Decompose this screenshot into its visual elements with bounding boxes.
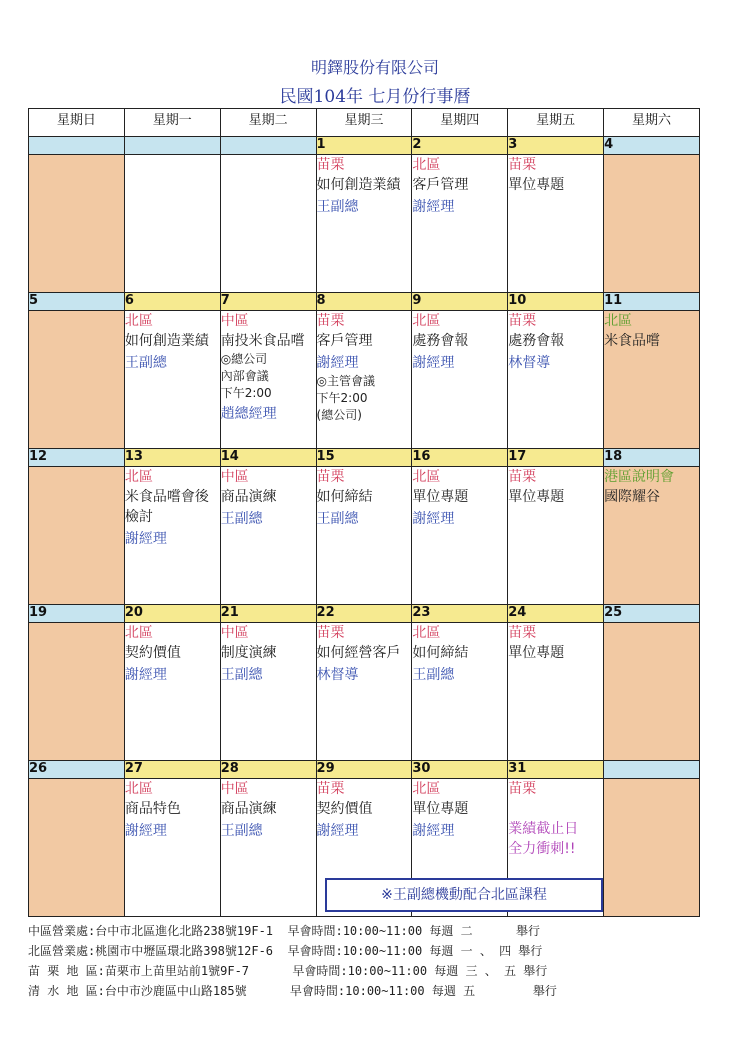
day-cell bbox=[124, 155, 220, 293]
day-cell bbox=[124, 623, 220, 761]
event-region: 苗栗 bbox=[508, 157, 537, 173]
date-number: 7 bbox=[220, 293, 316, 311]
week-5-date-row bbox=[29, 761, 700, 779]
event-person: 王副總 bbox=[220, 823, 263, 839]
event-region: 苗栗 bbox=[508, 469, 537, 485]
date-number: 11 bbox=[604, 293, 700, 311]
weekday-monday: 星期一 bbox=[124, 109, 220, 137]
week-2-date-row bbox=[29, 293, 700, 311]
day-cell bbox=[220, 155, 316, 293]
event-topic: 如何經營客戶 bbox=[316, 645, 401, 661]
event-region: 苗栗 bbox=[316, 157, 345, 173]
date-number: 30 bbox=[412, 761, 508, 779]
date-number: 9 bbox=[412, 293, 508, 311]
event-person: 謝經理 bbox=[412, 511, 455, 527]
event-note: ◎總公司 內部會議 下午2:00 bbox=[220, 352, 272, 400]
event-person: 謝經理 bbox=[412, 199, 455, 215]
event-topic: 單位專題 bbox=[412, 489, 469, 505]
event-region: 苗栗 bbox=[316, 313, 345, 329]
weekday-saturday: 星期六 bbox=[604, 109, 700, 137]
event-region: 苗栗 bbox=[316, 781, 345, 797]
week-2-events-row bbox=[29, 311, 700, 449]
footer-office-miaoli: 苗 栗 地 區:苗栗市上苗里站前1號9F-7 早會時間:10:00~11:00 每週 三 、 五 舉行 bbox=[28, 964, 548, 978]
event-topic: 米食品嚐會後檢討 bbox=[124, 489, 209, 525]
day-cell bbox=[220, 467, 316, 605]
date-number: 27 bbox=[124, 761, 220, 779]
day-cell bbox=[604, 779, 700, 917]
event-region: 中區 bbox=[220, 469, 249, 485]
event-topic: 契約價值 bbox=[124, 645, 181, 661]
day-cell bbox=[220, 311, 316, 449]
event-topic: 如何締結 bbox=[412, 645, 469, 661]
date-number: 17 bbox=[508, 449, 604, 467]
day-cell bbox=[29, 467, 125, 605]
event-region: 北區 bbox=[412, 781, 441, 797]
event-region: 苗栗 bbox=[316, 625, 345, 641]
event-person: 謝經理 bbox=[412, 823, 455, 839]
event-person: 謝經理 bbox=[412, 355, 455, 371]
event-topic: 制度演練 bbox=[220, 645, 277, 661]
event-person: 王副總 bbox=[220, 667, 263, 683]
company-name: 明鐸股份有限公司 bbox=[310, 58, 439, 77]
day-cell bbox=[604, 311, 700, 449]
day-cell bbox=[508, 311, 604, 449]
date-number bbox=[220, 137, 316, 155]
event-topic: 客戶管理 bbox=[412, 177, 469, 193]
day-cell bbox=[412, 623, 508, 761]
date-number: 22 bbox=[316, 605, 412, 623]
day-cell bbox=[316, 467, 412, 605]
event-topic: 處務會報 bbox=[412, 333, 469, 349]
event-region: 北區 bbox=[412, 469, 441, 485]
date-number: 8 bbox=[316, 293, 412, 311]
date-number: 28 bbox=[220, 761, 316, 779]
event-topic: 國際耀谷 bbox=[604, 489, 661, 505]
day-cell bbox=[508, 155, 604, 293]
event-topic: 南投米食品嚐 bbox=[220, 333, 305, 349]
weekday-header-row bbox=[29, 109, 700, 137]
event-region: 苗栗 bbox=[508, 781, 537, 797]
event-region: 苗栗 bbox=[508, 313, 537, 329]
event-topic: 單位專題 bbox=[508, 177, 565, 193]
footer-office-qingshui: 清 水 地 區:台中市沙鹿區中山路185號 早會時間:10:00~11:00 每週 五 舉行 bbox=[28, 984, 557, 998]
event-topic: 契約價值 bbox=[316, 801, 373, 817]
week-4-events-row bbox=[29, 623, 700, 761]
event-topic: 商品特色 bbox=[124, 801, 181, 817]
event-person: 王副總 bbox=[316, 199, 359, 215]
footer-office-central: 中區營業處:台中市北區進化北路238號19F-1 早會時間:10:00~11:00 每週 二 舉行 bbox=[28, 924, 540, 938]
event-person: 謝經理 bbox=[316, 823, 359, 839]
day-cell bbox=[220, 623, 316, 761]
day-cell bbox=[604, 623, 700, 761]
event-topic: 處務會報 bbox=[508, 333, 565, 349]
date-number: 23 bbox=[412, 605, 508, 623]
event-region: 港區說明會 bbox=[604, 469, 675, 485]
event-region: 北區 bbox=[604, 313, 633, 329]
event-topic: 商品演練 bbox=[220, 801, 277, 817]
event-region: 北區 bbox=[412, 625, 441, 641]
date-number: 25 bbox=[604, 605, 700, 623]
week-3-events-row bbox=[29, 467, 700, 605]
event-topic: 單位專題 bbox=[508, 489, 565, 505]
date-number: 5 bbox=[29, 293, 125, 311]
event-region: 中區 bbox=[220, 313, 249, 329]
event-person: 王副總 bbox=[316, 511, 359, 527]
weekday-wednesday: 星期三 bbox=[316, 109, 412, 137]
date-number: 6 bbox=[124, 293, 220, 311]
event-region: 北區 bbox=[412, 313, 441, 329]
event-person: 王副總 bbox=[220, 511, 263, 527]
day-cell bbox=[29, 311, 125, 449]
note-box: ※王副總機動配合北區課程 bbox=[325, 878, 603, 912]
day-cell bbox=[412, 467, 508, 605]
event-topic: 如何創造業績 bbox=[316, 177, 401, 193]
weekday-sunday: 星期日 bbox=[29, 109, 125, 137]
day-cell bbox=[412, 311, 508, 449]
event-topic: 單位專題 bbox=[412, 801, 469, 817]
week-3-date-row bbox=[29, 449, 700, 467]
day-cell bbox=[604, 155, 700, 293]
day-cell bbox=[604, 467, 700, 605]
date-number: 4 bbox=[604, 137, 700, 155]
date-number: 2 bbox=[412, 137, 508, 155]
event-person: 林督導 bbox=[316, 667, 359, 683]
date-number: 14 bbox=[220, 449, 316, 467]
day-cell bbox=[29, 623, 125, 761]
calendar-title: 民國104年 七月份行事曆 bbox=[279, 87, 471, 107]
footer-office-list bbox=[28, 921, 728, 1001]
calendar-grid bbox=[28, 108, 700, 917]
day-cell bbox=[124, 311, 220, 449]
date-number: 16 bbox=[412, 449, 508, 467]
weekday-friday: 星期五 bbox=[508, 109, 604, 137]
week-1-date-row bbox=[29, 137, 700, 155]
event-person: 謝經理 bbox=[316, 355, 359, 371]
event-person: 謝經理 bbox=[124, 823, 167, 839]
day-cell bbox=[124, 467, 220, 605]
date-number: 1 bbox=[316, 137, 412, 155]
date-number: 13 bbox=[124, 449, 220, 467]
day-cell bbox=[124, 779, 220, 917]
date-number: 15 bbox=[316, 449, 412, 467]
day-cell bbox=[316, 623, 412, 761]
event-region: 苗栗 bbox=[316, 469, 345, 485]
event-person: 林督導 bbox=[508, 355, 551, 371]
event-person: 謝經理 bbox=[124, 667, 167, 683]
event-person: 王副總 bbox=[412, 667, 455, 683]
event-region: 北區 bbox=[124, 781, 153, 797]
day-cell bbox=[316, 311, 412, 449]
event-person: 趙總經理 bbox=[220, 406, 277, 422]
date-number: 21 bbox=[220, 605, 316, 623]
event-region: 中區 bbox=[220, 781, 249, 797]
calendar-body bbox=[29, 137, 700, 917]
week-1-events-row bbox=[29, 155, 700, 293]
spacer bbox=[508, 799, 603, 819]
weekday-thursday: 星期四 bbox=[412, 109, 508, 137]
date-number: 24 bbox=[508, 605, 604, 623]
event-topic: 客戶管理 bbox=[316, 333, 373, 349]
event-region: 北區 bbox=[412, 157, 441, 173]
event-person: 王副總 bbox=[124, 355, 167, 371]
event-topic: 米食品嚐 bbox=[604, 333, 661, 349]
event-region: 北區 bbox=[124, 469, 153, 485]
date-number bbox=[604, 761, 700, 779]
date-number: 26 bbox=[29, 761, 125, 779]
event-note: ◎主管會議 下午2:00 (總公司) bbox=[316, 374, 376, 422]
date-number: 3 bbox=[508, 137, 604, 155]
event-highlight: 業績截止日 全力衝刺!! bbox=[508, 821, 579, 857]
event-region: 中區 bbox=[220, 625, 249, 641]
date-number bbox=[29, 137, 125, 155]
date-number: 20 bbox=[124, 605, 220, 623]
day-cell bbox=[220, 779, 316, 917]
date-number: 10 bbox=[508, 293, 604, 311]
event-region: 北區 bbox=[124, 313, 153, 329]
event-topic: 商品演練 bbox=[220, 489, 277, 505]
event-topic: 單位專題 bbox=[508, 645, 565, 661]
event-person: 謝經理 bbox=[124, 531, 167, 547]
event-topic: 如何創造業績 bbox=[124, 333, 209, 349]
event-region: 苗栗 bbox=[508, 625, 537, 641]
day-cell bbox=[29, 779, 125, 917]
date-number: 29 bbox=[316, 761, 412, 779]
day-cell bbox=[508, 467, 604, 605]
date-number bbox=[124, 137, 220, 155]
week-4-date-row bbox=[29, 605, 700, 623]
weekday-tuesday: 星期二 bbox=[220, 109, 316, 137]
day-cell bbox=[412, 155, 508, 293]
event-region: 北區 bbox=[124, 625, 153, 641]
date-number: 31 bbox=[508, 761, 604, 779]
day-cell bbox=[508, 623, 604, 761]
footer-office-north: 北區營業處:桃園市中壢區環北路398號12F-6 早會時間:10:00~11:00 每週 一 、 四 舉行 bbox=[28, 944, 543, 958]
event-topic: 如何締結 bbox=[316, 489, 373, 505]
day-cell bbox=[316, 155, 412, 293]
date-number: 18 bbox=[604, 449, 700, 467]
date-number: 12 bbox=[29, 449, 125, 467]
day-cell bbox=[29, 155, 125, 293]
date-number: 19 bbox=[29, 605, 125, 623]
